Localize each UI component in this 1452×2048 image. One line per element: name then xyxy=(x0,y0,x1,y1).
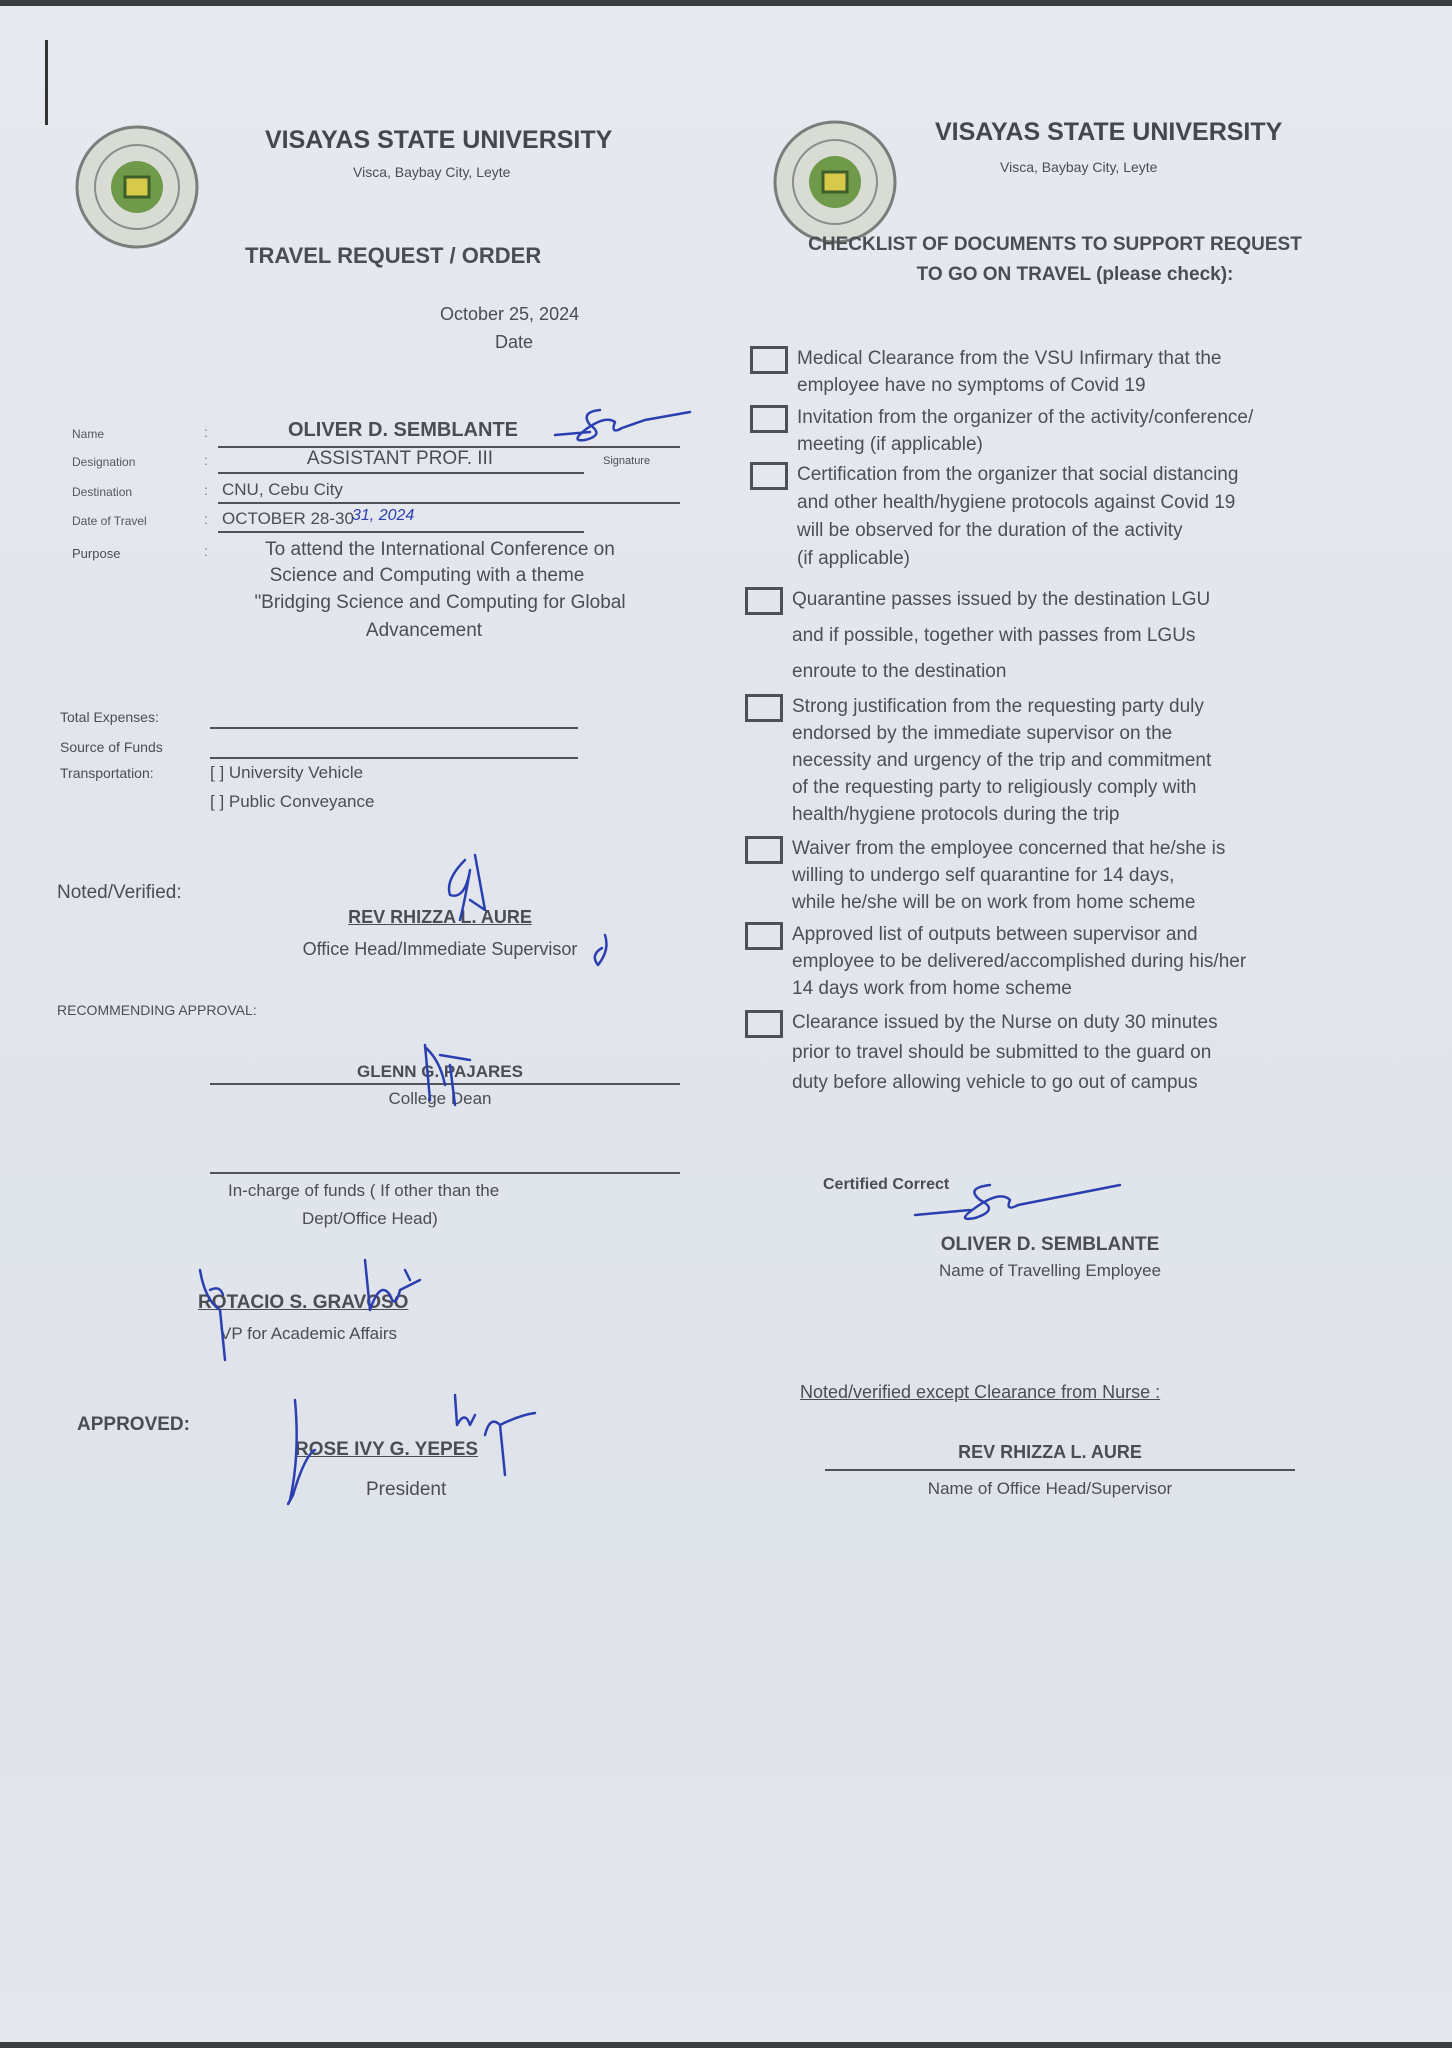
date-of-travel-handwritten: 31, 2024 xyxy=(352,507,415,524)
noted-verified-label: Noted/Verified: xyxy=(57,882,182,903)
checklist-item-text: while he/she will be on work from home scheme xyxy=(792,892,1196,913)
checklist-item-text: Medical Clearance from the VSU Infirmary that the xyxy=(797,348,1222,369)
date-of-travel-value: OCTOBER 28-30 xyxy=(222,509,354,528)
checklist-item-text: 14 days work from home scheme xyxy=(792,978,1072,999)
checklist-item-text: endorsed by the immediate supervisor on the xyxy=(792,723,1173,744)
university-seal-left xyxy=(72,122,202,252)
checklist-item-text: Certification from the organizer that social distancing xyxy=(797,464,1239,485)
dean-name: GLENN G. PAJARES xyxy=(357,1062,523,1081)
checklist-item-text: will be observed for the duration of the activity xyxy=(797,520,1183,541)
name-label: Name xyxy=(72,427,105,441)
funds-incharge-label: Dept/Office Head) xyxy=(302,1209,438,1228)
certified-correct-label: Certified Correct xyxy=(823,1176,950,1193)
source-of-funds-label: Source of Funds xyxy=(60,739,163,755)
employee-signature xyxy=(550,400,710,450)
checklist-item-text: Approved list of outputs between supervisor and xyxy=(792,924,1198,945)
checklist-item-text: Invitation from the organizer of the activity/conference/ xyxy=(797,407,1254,428)
checklist-title-line: TO GO ON TRAVEL (please check): xyxy=(916,264,1234,285)
checklist-item-text: necessity and urgency of the trip and commitment xyxy=(792,750,1212,771)
certified-signature xyxy=(910,1170,1130,1230)
employee-name-value: OLIVER D. SEMBLANTE xyxy=(287,419,519,441)
university-name-right: VISAYAS STATE UNIVERSITY xyxy=(935,118,1283,146)
checklist-checkbox[interactable] xyxy=(745,1010,783,1038)
destination-underline xyxy=(218,502,680,504)
supervisor-title: Office Head/Immediate Supervisor xyxy=(302,939,578,959)
checklist-item-text: Clearance issued by the Nurse on duty 30 minutes xyxy=(792,1012,1218,1033)
approved-label: APPROVED: xyxy=(77,1414,190,1435)
dean-signature xyxy=(410,1035,490,1115)
date-of-travel-underline xyxy=(218,531,584,533)
university-address-left: Visca, Baybay City, Leyte xyxy=(353,164,511,180)
form-title: TRAVEL REQUEST / ORDER xyxy=(245,243,542,268)
transport-option-public-conveyance[interactable]: [ ] Public Conveyance xyxy=(210,792,375,811)
designation-underline xyxy=(218,472,584,474)
noted-except-label: Noted/verified except Clearance from Nurse : xyxy=(800,1382,1161,1402)
destination-value: CNU, Cebu City xyxy=(222,480,343,499)
funds-incharge-label: In-charge of funds ( If other than the xyxy=(228,1181,500,1200)
colon: : xyxy=(204,482,208,498)
checklist-checkbox[interactable] xyxy=(750,405,788,433)
checklist-item-text: meeting (if applicable) xyxy=(797,434,983,455)
colon: : xyxy=(204,424,208,440)
office-head-name: REV RHIZZA L. AURE xyxy=(958,1442,1142,1462)
travelling-employee-name: OLIVER D. SEMBLANTE xyxy=(940,1234,1160,1255)
president-name: ROSE IVY G. YEPES xyxy=(295,1439,479,1460)
designation-value: ASSISTANT PROF. III xyxy=(306,448,494,469)
dean-title: College Dean xyxy=(388,1089,492,1108)
president-title: President xyxy=(366,1479,447,1500)
colon: : xyxy=(204,452,208,468)
colon: : xyxy=(204,511,208,527)
checklist-item-text: willing to undergo self quarantine for 14 days, xyxy=(792,865,1175,886)
purpose-line: Science and Computing with a theme xyxy=(269,565,585,586)
total-expenses-label: Total Expenses: xyxy=(60,709,159,725)
date-of-travel-label: Date of Travel xyxy=(72,514,147,528)
signature-label: Signature xyxy=(603,455,651,467)
checklist-checkbox[interactable] xyxy=(745,694,783,722)
purpose-line: To attend the International Conference on xyxy=(265,539,615,560)
checklist-item-text: employee have no symptoms of Covid 19 xyxy=(797,375,1146,396)
funds-incharge-line xyxy=(210,1172,680,1174)
checklist-item-text: duty before allowing vehicle to go out of campus xyxy=(792,1072,1198,1093)
recommending-approval-label: RECOMMENDING APPROVAL: xyxy=(57,1002,257,1018)
colon: : xyxy=(204,543,208,559)
transportation-label: Transportation: xyxy=(60,765,154,781)
checklist-checkbox[interactable] xyxy=(745,836,783,864)
vp-title: VP for Academic Affairs xyxy=(220,1324,398,1343)
office-head-title: Name of Office Head/Supervisor xyxy=(927,1479,1173,1498)
checklist-item-text: Waiver from the employee concerned that he/she is xyxy=(792,838,1226,859)
supervisor-signature xyxy=(420,840,620,980)
university-address-right: Visca, Baybay City, Leyte xyxy=(1000,159,1158,175)
checklist-item-text: health/hygiene protocols during the trip xyxy=(792,804,1120,825)
checklist-checkbox[interactable] xyxy=(750,462,788,490)
purpose-label: Purpose xyxy=(72,546,121,561)
purpose-line: "Bridging Science and Computing for Global xyxy=(254,592,626,613)
destination-label: Destination xyxy=(72,485,133,499)
scan-mark xyxy=(45,40,48,125)
scan-edge-top xyxy=(0,0,1452,6)
date-label: Date xyxy=(495,332,534,352)
checklist-checkbox[interactable] xyxy=(745,587,783,615)
office-head-line xyxy=(825,1469,1295,1471)
designation-label: Designation xyxy=(72,455,136,469)
checklist-item-text: employee to be delivered/accomplished during his/her xyxy=(792,951,1247,972)
source-of-funds-line xyxy=(210,757,578,759)
total-expenses-line xyxy=(210,727,578,729)
checklist-item-text: Strong justification from the requesting party duly xyxy=(792,696,1204,717)
university-seal-right xyxy=(770,117,900,247)
request-date: October 25, 2024 xyxy=(440,304,580,324)
president-signature xyxy=(285,1395,555,1515)
transport-option-university-vehicle[interactable]: [ ] University Vehicle xyxy=(210,763,364,782)
purpose-line: Advancement xyxy=(365,620,483,641)
checklist-item-text: prior to travel should be submitted to the guard on xyxy=(792,1042,1212,1063)
vp-name: ROTACIO S. GRAVOSO xyxy=(198,1292,409,1313)
checklist-checkbox[interactable] xyxy=(745,922,783,950)
checklist-item-text: enroute to the destination xyxy=(792,661,1007,682)
travelling-employee-title: Name of Travelling Employee xyxy=(938,1261,1162,1280)
checklist-item-text: Quarantine passes issued by the destination LGU xyxy=(792,589,1211,610)
vp-signature xyxy=(195,1250,455,1370)
checklist-title-line: CHECKLIST OF DOCUMENTS TO SUPPORT REQUEST xyxy=(808,234,1302,255)
checklist-item-text: of the requesting party to religiously comply with xyxy=(792,777,1197,798)
checklist-item-text: and other health/hygiene protocols against Covid 19 xyxy=(797,492,1236,513)
university-name-left: VISAYAS STATE UNIVERSITY xyxy=(265,126,613,154)
scan-edge-bottom xyxy=(0,2042,1452,2048)
checklist-item-text: and if possible, together with passes from LGUs xyxy=(792,625,1196,646)
checklist-checkbox[interactable] xyxy=(750,346,788,374)
checklist-item-text: (if applicable) xyxy=(797,548,910,569)
supervisor-name: REV RHIZZA L. AURE xyxy=(348,907,532,927)
